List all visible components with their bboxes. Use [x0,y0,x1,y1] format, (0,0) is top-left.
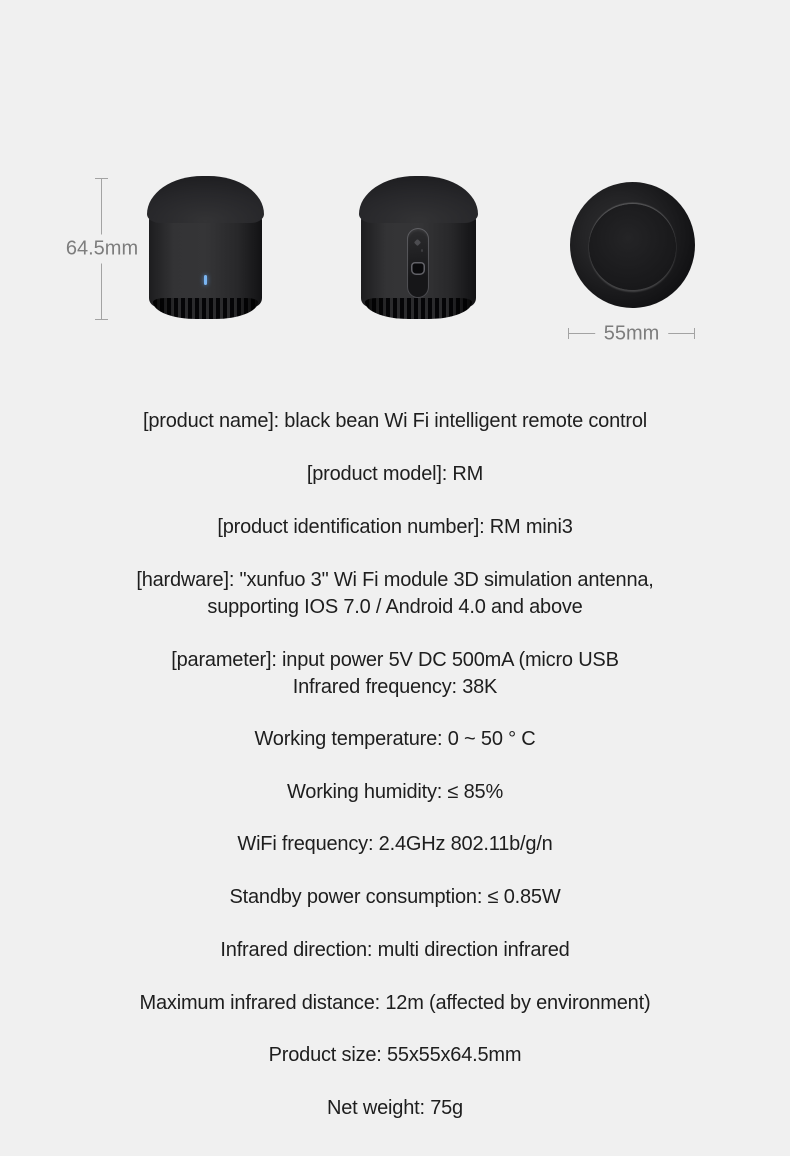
reset-pinhole [414,239,421,246]
spec-line: Working humidity: ≤ 85% [286,781,504,803]
spec-line: supporting IOS 7.0 / Android 4.0 and above [207,596,583,618]
spec-line: Net weight: 75g [327,1097,463,1119]
device-ribbed-base [365,298,472,319]
device-front-view-image [147,176,264,319]
spec-line: Maximum infrared distance: 12m (affected by environment) [139,992,651,1014]
spec-standby-power-consumption [0,884,790,911]
device-body [149,216,262,307]
spec-infrared-direction [0,937,790,964]
micro-usb-port [411,262,425,275]
device-top-glossy-surface [589,204,676,290]
spec-wifi-frequency [0,831,790,858]
spec-line: [hardware]: "xunfuo 3" Wi Fi module 3D simulation antenna, [136,569,654,591]
spec-line: [product model]: RM [306,463,484,485]
device-top-cap [147,176,264,223]
spec-product-model [0,461,790,488]
device-port-view-image [359,176,478,319]
spec-line: [parameter]: input power 5V DC 500mA (micro USB [171,649,619,671]
height-dimension-label: 64.5mm [57,235,147,264]
reset-mark [421,249,423,252]
spec-product-size [0,1042,790,1069]
device-top-view-image [570,182,695,308]
spec-hardware [0,567,790,621]
dimension-cap-bottom [95,319,108,320]
dimension-cap-right [694,328,695,339]
spec-line: [product name]: black bean Wi Fi intelligent remote control [142,410,647,432]
spec-working-temperature [0,726,790,753]
spec-line: [product identification number]: RM mini3 [217,516,573,538]
spec-parameter [0,647,790,701]
spec-line: Working temperature: 0 ~ 50 ° C [254,728,536,750]
spec-line: Infrared frequency: 38K [292,676,498,698]
spec-product-identification-number [0,514,790,541]
port-panel [407,228,429,298]
width-dimension-label: 55mm [595,319,669,348]
device-top-cap [359,176,478,223]
spec-working-humidity [0,779,790,806]
height-dimension-marker [65,178,139,320]
spec-maximum-infrared-distance [0,990,790,1017]
led-indicator [204,275,207,285]
spec-line: Infrared direction: multi direction infrared [220,939,570,961]
device-ribbed-base [153,298,258,319]
spec-net-weight [0,1095,790,1122]
spec-line: Standby power consumption: ≤ 0.85W [229,886,561,908]
spec-line: Product size: 55x55x64.5mm [268,1044,522,1066]
spec-line: WiFi frequency: 2.4GHz 802.11b/g/n [237,833,553,855]
width-dimension-marker [568,322,695,344]
spec-product-name [0,408,790,435]
